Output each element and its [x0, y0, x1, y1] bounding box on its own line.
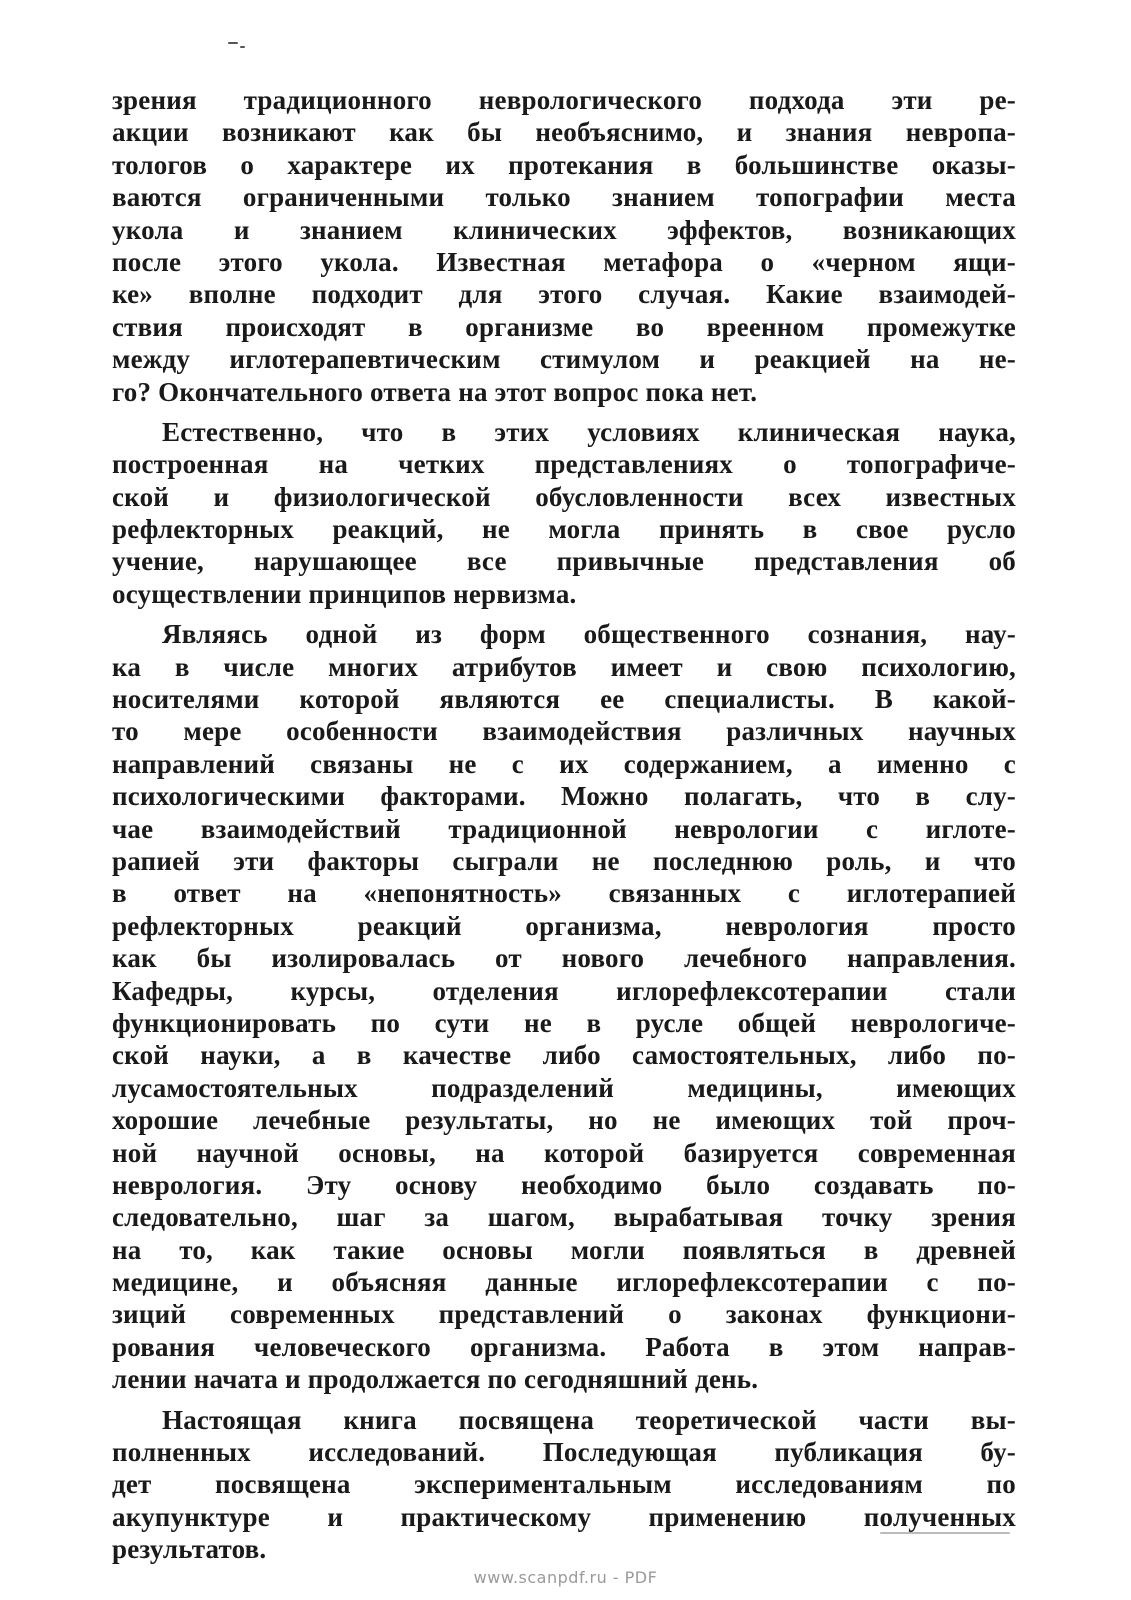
text-line: акции возникают как бы необъяснимо, и знания невропа-: [112, 117, 1016, 148]
paragraph: [112, 1404, 1016, 1566]
text-line: рапией эти факторы сыграли не последнюю роль, и что: [112, 845, 1016, 876]
text-line: Естественно, что в этих условиях клиническая наука,: [162, 416, 1016, 447]
text-line: рефлекторных реакций организма, неврология просто: [112, 910, 1016, 941]
paragraph: [112, 416, 1016, 610]
text-line: учение, нарушающее все привычные представления об: [112, 546, 1016, 577]
text-line: рования человеческого организма. Работа в этом направ-: [112, 1331, 1016, 1362]
text-line: направлений связаны не с их содержанием, а именно с: [112, 748, 1016, 779]
text-line: функционировать по сути не в русле общей неврологиче-: [112, 1007, 1016, 1038]
text-line: ваются ограниченными только знанием топографии места: [112, 182, 1016, 213]
text-line: неврология. Эту основу необходимо было создавать по-: [112, 1169, 1016, 1200]
text-line: дет посвящена экспериментальным исследованиям по: [112, 1469, 1016, 1500]
text-line: ствия происходят в организме во вреенном промежутке: [112, 311, 1016, 342]
text-content: [112, 84, 1016, 1566]
text-line: психологическими факторами. Можно полагать, что в слу-: [112, 781, 1016, 812]
text-line: хорошие лечебные результаты, но не имеющих той проч-: [112, 1105, 1016, 1136]
text-line: в ответ на «непонятность» связанных с иглотерапией: [112, 878, 1016, 909]
text-line: ской и физиологической обусловленности всех известных: [112, 481, 1016, 512]
watermark-footer: www.scanpdf.ru - PDF: [473, 1568, 658, 1587]
text-line: лусамостоятельных подразделений медицины, имеющих: [112, 1072, 1016, 1103]
text-line: построенная на четких представлениях о топографиче-: [112, 449, 1016, 480]
text-line: ке» вполне подходит для этого случая. Какие взаимодей-: [112, 279, 1016, 310]
text-line: полненных исследований. Последующая публикация бу-: [112, 1437, 1016, 1468]
text-line: результатов.: [112, 1534, 267, 1565]
paragraph: [112, 84, 1016, 408]
scan-speck: [880, 1532, 1010, 1534]
text-line: Кафедры, курсы, отделения иглорефлексотерапии стали: [112, 975, 1016, 1006]
scan-speck: [240, 46, 245, 48]
text-line: как бы изолировалась от нового лечебного направления.: [112, 943, 1016, 974]
text-line: то мере особенности взаимодействия различных научных: [112, 716, 1016, 747]
text-line: укола и знанием клинических эффектов, возникающих: [112, 214, 1016, 245]
paragraph: [112, 618, 1016, 1395]
text-line: Настоящая книга посвящена теоретической части вы-: [162, 1404, 1016, 1435]
text-line: Являясь одной из форм общественного сознания, нау-: [162, 619, 1016, 650]
text-line: зрения традиционного неврологического подхода эти ре-: [112, 85, 1016, 115]
text-line: после этого укола. Известная метафора о «черном ящи-: [112, 246, 1016, 277]
text-line: акупунктуре и практическому применению полученных: [112, 1501, 1016, 1532]
text-line: лении начата и продолжается по сегодняшний день.: [112, 1364, 759, 1395]
page-body: [112, 84, 1016, 1566]
text-line: носителями которой являются ее специалисты. В какой-: [112, 684, 1016, 715]
text-line: тологов о характере их протекания в большинстве оказы-: [112, 149, 1016, 180]
text-line: осуществлении принципов нервизма.: [112, 578, 577, 609]
text-line: на то, как такие основы могли появляться в древней: [112, 1234, 1016, 1265]
text-line: ской науки, а в качестве либо самостоятельных, либо по-: [112, 1040, 1016, 1071]
text-line: медицине, и объясняя данные иглорефлексотерапии с по-: [112, 1267, 1016, 1298]
scan-speck: [228, 42, 238, 44]
text-line: ной научной основы, на которой базируется современная: [112, 1137, 1016, 1168]
text-line: ка в числе многих атрибутов имеет и свою психологию,: [112, 651, 1016, 682]
text-line: чае взаимодействий традиционной неврологии с иглоте-: [112, 813, 1016, 844]
text-line: следовательно, шаг за шагом, вырабатывая точку зрения: [112, 1202, 1016, 1233]
text-line: между иглотерапевтическим стимулом и реакцией на не-: [112, 344, 1016, 375]
text-line: рефлекторных реакций, не могла принять в свое русло: [112, 514, 1016, 545]
text-line: зиций современных представлений о законах функциони-: [112, 1299, 1016, 1330]
text-line: го? Окончательного ответа на этот вопрос пока нет.: [112, 376, 758, 407]
